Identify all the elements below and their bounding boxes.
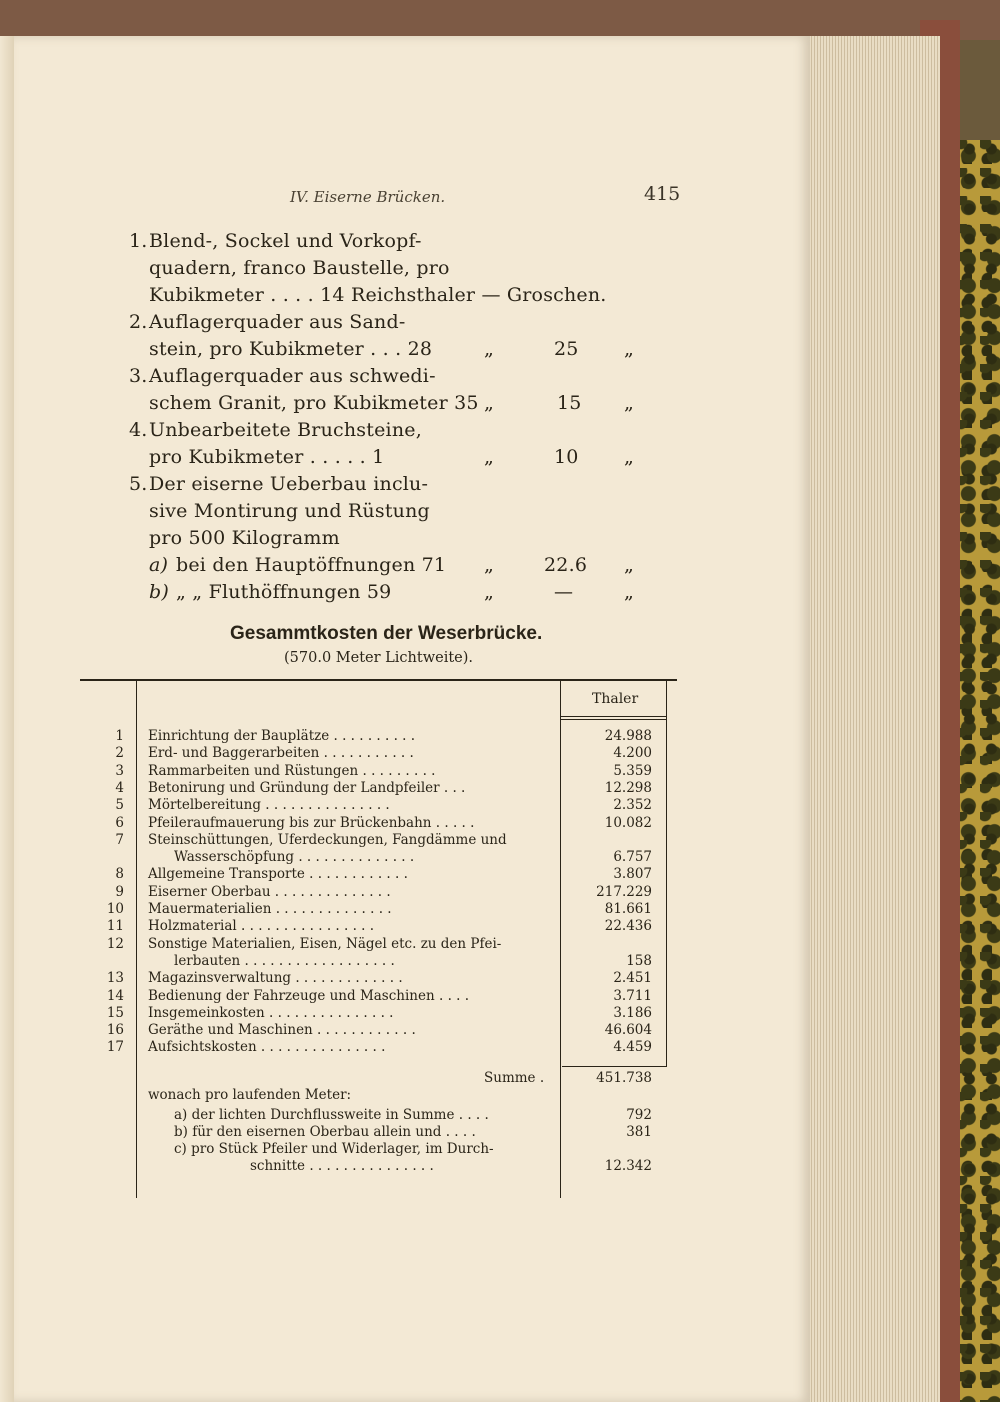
row-label: Sonstige Materialien, Eisen, Nägel etc. zu den Pfei-: [148, 935, 502, 952]
row-label: Mörtelbereitung . . . . . . . . . . . . . . .: [148, 797, 390, 814]
row-label: Insgemeinkosten . . . . . . . . . . . . . . .: [148, 1004, 394, 1021]
list-item-line: quadern, franco Baustelle, pro: [149, 257, 450, 279]
row-label: Aufsichtskosten . . . . . . . . . . . . . . .: [148, 1039, 386, 1056]
list-item-line: pro 500 Kilogramm: [149, 527, 340, 549]
row-value: 24.988: [604, 728, 652, 744]
running-head: IV. Eiserne Brücken.: [290, 188, 446, 206]
row-number: 1: [115, 728, 124, 744]
row-value: 5.359: [613, 762, 652, 779]
table-title: Gesammtkosten der Weserbrücke.: [230, 623, 543, 644]
list-item-number: 4.: [129, 419, 148, 441]
list-item-line: Blend-, Sockel und Vorkopf-: [149, 230, 422, 252]
sub-item-text: bei den Hauptöffnungen 71: [176, 554, 447, 576]
per-meter-label: wonach pro laufenden Meter:: [148, 1087, 352, 1103]
sum-value: 451.738: [596, 1070, 652, 1086]
book-cover-top: [0, 0, 1000, 40]
ditto-mark: „: [484, 554, 495, 576]
column-divider: [136, 681, 137, 1198]
ditto-mark: „: [484, 446, 495, 468]
row-label: Steinschüttungen, Uferdeckungen, Fangdämme und: [148, 831, 507, 848]
list-item-line: sive Montirung und Rüstung: [149, 500, 430, 522]
ditto-mark: „: [624, 338, 635, 360]
per-meter-row-label: a) der lichten Durchflussweite in Summe . . . .: [174, 1107, 489, 1123]
price-groschen: —: [554, 581, 574, 603]
row-label: Erd- und Baggerarbeiten . . . . . . . . . . .: [148, 745, 414, 762]
row-number: 15: [106, 1004, 124, 1021]
ditto-mark: „: [624, 581, 635, 603]
page-number: 415: [644, 183, 681, 205]
row-number: 6: [115, 814, 124, 831]
list-item-line: Auflagerquader aus schwedi-: [149, 365, 436, 387]
price-groschen: 10: [554, 446, 579, 468]
row-value: 2.352: [613, 797, 652, 814]
row-label: Rammarbeiten und Rüstungen . . . . . . . . .: [148, 762, 436, 779]
price-groschen: 22.6: [544, 554, 588, 576]
per-meter-row-label: c) pro Stück Pfeiler und Widerlager, im Durch-: [174, 1141, 494, 1157]
list-item-line: Unbearbeitete Bruchsteine,: [149, 419, 422, 441]
per-meter-row-value: 12.342: [604, 1158, 652, 1174]
ditto-mark: „: [484, 392, 495, 414]
list-item-number: 3.: [129, 365, 148, 387]
table-subtitle: (570.0 Meter Lichtweite).: [284, 650, 474, 666]
row-label: Einrichtung der Bauplätze . . . . . . . . . .: [148, 728, 416, 744]
row-number: 16: [106, 1022, 124, 1039]
row-value: 22.436: [604, 918, 652, 935]
list-item-line: pro Kubikmeter . . . . . 1: [149, 446, 385, 468]
row-number: 13: [106, 970, 124, 987]
row-value: 10.082: [604, 814, 652, 831]
row-number: 7: [115, 831, 124, 848]
ditto-mark: „: [624, 446, 635, 468]
row-number: 2: [115, 745, 124, 762]
sum-rule: [562, 1066, 667, 1067]
row-value: 3.807: [613, 866, 652, 883]
row-number: 4: [115, 779, 124, 796]
header-rule: [560, 719, 667, 720]
row-value: 4.200: [613, 745, 652, 762]
page-edges: [800, 36, 940, 1402]
row-value: 217.229: [596, 883, 652, 900]
sum-label: Summe .: [484, 1070, 545, 1086]
sub-item-label: a): [149, 554, 169, 576]
per-meter-row-value: 381: [626, 1124, 652, 1140]
row-value: 3.186: [613, 1004, 652, 1021]
row-value: 46.604: [604, 1022, 652, 1039]
row-label: Allgemeine Transporte . . . . . . . . . . . .: [148, 866, 408, 883]
row-number: 14: [106, 987, 124, 1004]
per-meter-row-value: 792: [626, 1107, 652, 1123]
row-label: Magazinsverwaltung . . . . . . . . . . . . .: [148, 970, 403, 987]
per-meter-row-label: b) für den eisernen Oberbau allein und . . . .: [174, 1124, 476, 1140]
list-item-line: schem Granit, pro Kubikmeter 35: [149, 392, 479, 414]
ditto-mark: „: [624, 554, 635, 576]
row-label: Bedienung der Fahrzeuge und Maschinen . . . .: [148, 987, 470, 1004]
row-number: 12: [106, 935, 124, 952]
list-item-line: Kubikmeter . . . . 14 Reichsthaler — Groschen.: [149, 284, 607, 306]
book-page: [14, 36, 810, 1402]
row-value: 2.451: [613, 970, 652, 987]
list-item-number: 1.: [129, 230, 148, 252]
row-value: 81.661: [604, 901, 652, 917]
column-divider: [560, 681, 561, 1198]
list-item-line: stein, pro Kubikmeter . . . 28: [149, 338, 433, 360]
row-label-cont: Wasserschöpfung . . . . . . . . . . . . . .: [174, 849, 415, 866]
row-value: 4.459: [613, 1039, 652, 1056]
row-number: 11: [106, 918, 124, 935]
row-number: 17: [106, 1039, 124, 1056]
row-number: 3: [115, 762, 124, 779]
row-value: 6.757: [613, 849, 652, 866]
row-value: 158: [626, 952, 652, 969]
sub-item-label: b): [149, 581, 169, 603]
price-groschen: 15: [557, 392, 582, 414]
row-number: 9: [115, 883, 124, 900]
ditto-mark: „: [484, 338, 495, 360]
row-label: Holzmaterial . . . . . . . . . . . . . . . .: [148, 918, 375, 935]
sub-item-text: „ „ Fluthöffnungen 59: [176, 581, 392, 603]
row-label-cont: lerbauten . . . . . . . . . . . . . . . . . .: [174, 952, 395, 969]
header-rule: [560, 716, 667, 717]
row-label: Mauermaterialien . . . . . . . . . . . . . .: [148, 901, 392, 917]
row-number: 8: [115, 866, 124, 883]
row-value: 12.298: [604, 779, 652, 796]
table-top-rule: [80, 679, 677, 681]
row-number: 10: [106, 901, 124, 917]
price-groschen: 25: [554, 338, 579, 360]
list-item-line: Der eiserne Ueberbau inclu-: [149, 473, 429, 495]
column-divider: [666, 681, 667, 1066]
list-item-number: 2.: [129, 311, 148, 333]
row-number: 5: [115, 797, 124, 814]
row-label: Geräthe und Maschinen . . . . . . . . . . . .: [148, 1022, 416, 1039]
per-meter-row-label-cont: schnitte . . . . . . . . . . . . . . .: [250, 1158, 434, 1174]
row-value: 3.711: [613, 987, 652, 1004]
column-header: Thaler: [592, 691, 639, 707]
row-label: Betonirung und Gründung der Landpfeiler . . .: [148, 779, 466, 796]
list-item-line: Auflagerquader aus Sand-: [149, 311, 406, 333]
row-label: Pfeileraufmauerung bis zur Brückenbahn . . . . .: [148, 814, 475, 831]
ditto-mark: „: [624, 392, 635, 414]
ditto-mark: „: [484, 581, 495, 603]
row-label: Eiserner Oberbau . . . . . . . . . . . . . .: [148, 883, 391, 900]
list-item-number: 5.: [129, 473, 148, 495]
